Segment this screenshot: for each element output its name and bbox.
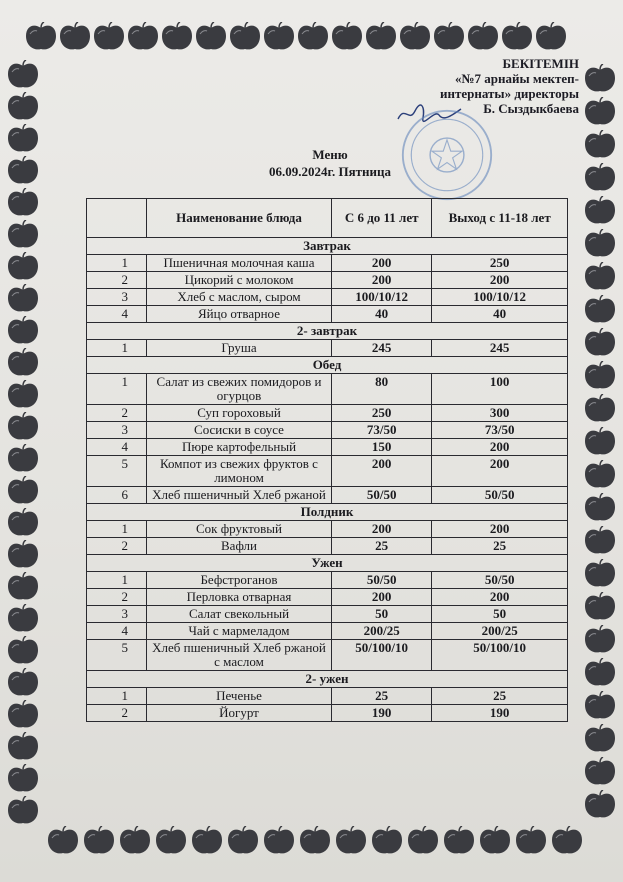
apple-icon [550, 826, 584, 856]
apple-icon [6, 668, 40, 698]
column-header-age-6-11: С 6 до 11 лет [332, 199, 432, 238]
dish-name: Хлеб с маслом, сыром [147, 289, 332, 306]
apple-icon [6, 60, 40, 90]
portion-11-18: 50/50 [432, 487, 568, 504]
menu-table [86, 198, 568, 722]
row-number: 3 [87, 289, 147, 306]
row-number: 5 [87, 456, 147, 487]
apple-icon [583, 163, 617, 193]
apple-icon [6, 92, 40, 122]
table-row [87, 456, 568, 487]
portion-11-18: 200 [432, 456, 568, 487]
apple-icon [583, 361, 617, 391]
portion-6-11: 100/10/12 [332, 289, 432, 306]
dish-name: Салат из свежих помидоров и огурцов [147, 374, 332, 405]
table-row [87, 589, 568, 606]
meal-section-title: Полдник [87, 504, 568, 521]
apple-icon [583, 394, 617, 424]
portion-6-11: 50/100/10 [332, 640, 432, 671]
apple-icon [6, 476, 40, 506]
apple-icon [583, 328, 617, 358]
row-number: 1 [87, 688, 147, 705]
apple-icon [6, 700, 40, 730]
row-number: 5 [87, 640, 147, 671]
apple-icon [6, 188, 40, 218]
apple-icon [92, 22, 126, 52]
apple-icon [583, 130, 617, 160]
apple-icon [583, 658, 617, 688]
table-row [87, 487, 568, 504]
approval-school: «№7 арнайы мектеп- [454, 71, 579, 86]
portion-6-11: 200 [332, 521, 432, 538]
apple-icon [6, 380, 40, 410]
apple-icon [583, 295, 617, 325]
apple-icon [24, 22, 58, 52]
row-number: 1 [87, 255, 147, 272]
apple-icon [370, 826, 404, 856]
dish-name: Салат свекольный [147, 606, 332, 623]
row-number: 1 [87, 340, 147, 357]
apple-icon [6, 316, 40, 346]
apple-icon [160, 22, 194, 52]
column-header-dish: Наименование блюда [147, 199, 332, 238]
apple-icon [6, 508, 40, 538]
portion-11-18: 300 [432, 405, 568, 422]
row-number: 1 [87, 572, 147, 589]
portion-11-18: 200 [432, 521, 568, 538]
apple-icon [6, 796, 40, 826]
table-row [87, 439, 568, 456]
apple-icon [6, 220, 40, 250]
dish-name: Пшеничная молочная каша [147, 255, 332, 272]
row-number: 2 [87, 272, 147, 289]
portion-11-18: 200 [432, 589, 568, 606]
menu-heading [230, 146, 430, 180]
portion-6-11: 25 [332, 538, 432, 555]
table-row [87, 572, 568, 589]
apple-icon [583, 625, 617, 655]
meal-section-row [87, 238, 568, 255]
portion-11-18: 25 [432, 538, 568, 555]
portion-11-18: 40 [432, 306, 568, 323]
table-row [87, 340, 568, 357]
portion-6-11: 200 [332, 456, 432, 487]
table-row [87, 705, 568, 722]
apple-icon [583, 427, 617, 457]
apple-icon [6, 764, 40, 794]
portion-11-18: 50/50 [432, 572, 568, 589]
portion-6-11: 200/25 [332, 623, 432, 640]
table-row [87, 306, 568, 323]
portion-6-11: 50/50 [332, 487, 432, 504]
apple-icon [6, 124, 40, 154]
apple-icon [583, 262, 617, 292]
table-row [87, 422, 568, 439]
apple-icon [583, 526, 617, 556]
apple-icon [6, 412, 40, 442]
apple-icon [190, 826, 224, 856]
dish-name: Хлеб пшеничный Хлеб ржаной с маслом [147, 640, 332, 671]
dish-name: Вафли [147, 538, 332, 555]
meal-section-title: Обед [87, 357, 568, 374]
apple-icon [364, 22, 398, 52]
dish-name: Бефстроганов [147, 572, 332, 589]
apple-icon [583, 592, 617, 622]
portion-11-18: 50/100/10 [432, 640, 568, 671]
apple-icon [583, 229, 617, 259]
apple-icon [6, 732, 40, 762]
apple-icon [58, 22, 92, 52]
table-row [87, 623, 568, 640]
apple-icon [6, 540, 40, 570]
apple-icon [296, 22, 330, 52]
apple-icon [466, 22, 500, 52]
row-number: 3 [87, 422, 147, 439]
apple-icon [118, 826, 152, 856]
table-row [87, 606, 568, 623]
apple-icon [226, 826, 260, 856]
dish-name: Яйцо отварное [147, 306, 332, 323]
portion-11-18: 73/50 [432, 422, 568, 439]
dish-name: Сок фруктовый [147, 521, 332, 538]
apple-icon [583, 691, 617, 721]
table-row [87, 374, 568, 405]
apple-icon [6, 156, 40, 186]
table-row [87, 521, 568, 538]
dish-name: Цикорий с молоком [147, 272, 332, 289]
apple-icon [398, 22, 432, 52]
portion-6-11: 200 [332, 255, 432, 272]
apple-icon [154, 826, 188, 856]
table-row [87, 640, 568, 671]
menu-date: 06.09.2024г. Пятница [269, 164, 391, 179]
row-number: 4 [87, 439, 147, 456]
apple-icon [46, 826, 80, 856]
apple-icon [6, 636, 40, 666]
apple-icon [228, 22, 262, 52]
apple-icon [500, 22, 534, 52]
row-number: 2 [87, 705, 147, 722]
apple-icon [583, 64, 617, 94]
portion-11-18: 50 [432, 606, 568, 623]
portion-6-11: 200 [332, 589, 432, 606]
portion-6-11: 73/50 [332, 422, 432, 439]
row-number: 4 [87, 623, 147, 640]
row-number: 1 [87, 374, 147, 405]
apple-icon [6, 572, 40, 602]
dish-name: Перловка отварная [147, 589, 332, 606]
apple-icon [583, 790, 617, 820]
portion-11-18: 25 [432, 688, 568, 705]
portion-6-11: 200 [332, 272, 432, 289]
apple-icon [442, 826, 476, 856]
meal-section-row [87, 504, 568, 521]
portion-6-11: 80 [332, 374, 432, 405]
portion-11-18: 190 [432, 705, 568, 722]
apple-icon [534, 22, 568, 52]
portion-11-18: 100 [432, 374, 568, 405]
apple-icon [583, 196, 617, 226]
apple-icon [330, 22, 364, 52]
dish-name: Пюре картофельный [147, 439, 332, 456]
portion-6-11: 50/50 [332, 572, 432, 589]
apple-icon [6, 604, 40, 634]
dish-name: Груша [147, 340, 332, 357]
meal-section-title: Ужен [87, 555, 568, 572]
apple-icon [6, 444, 40, 474]
portion-11-18: 200 [432, 439, 568, 456]
portion-6-11: 50 [332, 606, 432, 623]
dish-name: Печенье [147, 688, 332, 705]
row-number: 2 [87, 589, 147, 606]
portion-6-11: 150 [332, 439, 432, 456]
table-row [87, 289, 568, 306]
apple-icon [583, 97, 617, 127]
portion-11-18: 250 [432, 255, 568, 272]
portion-11-18: 200/25 [432, 623, 568, 640]
apple-icon [583, 559, 617, 589]
portion-11-18: 200 [432, 272, 568, 289]
apple-icon [298, 826, 332, 856]
apple-icon [334, 826, 368, 856]
table-row [87, 538, 568, 555]
apple-icon [432, 22, 466, 52]
apple-icon [126, 22, 160, 52]
dish-name: Сосиски в соусе [147, 422, 332, 439]
portion-6-11: 25 [332, 688, 432, 705]
dish-name: Йогурт [147, 705, 332, 722]
meal-section-row [87, 357, 568, 374]
approval-director: Б. Сыздыкбаева [483, 101, 579, 116]
row-number: 1 [87, 521, 147, 538]
row-number: 4 [87, 306, 147, 323]
apple-icon [406, 826, 440, 856]
row-number: 3 [87, 606, 147, 623]
approval-position: интернаты» директоры [440, 86, 579, 101]
column-header-age-11-18: Выход с 11-18 лет [432, 199, 568, 238]
dish-name: Компот из свежих фруктов с лимоном [147, 456, 332, 487]
apple-icon [262, 826, 296, 856]
row-number: 2 [87, 538, 147, 555]
table-row [87, 255, 568, 272]
apple-icon [583, 460, 617, 490]
approval-title: БЕКІТЕМІН [502, 56, 579, 71]
portion-11-18: 100/10/12 [432, 289, 568, 306]
apple-icon [478, 826, 512, 856]
apple-icon [583, 757, 617, 787]
dish-name: Суп гороховый [147, 405, 332, 422]
apple-icon [262, 22, 296, 52]
meal-section-row [87, 555, 568, 572]
apple-icon [6, 252, 40, 282]
apple-icon [6, 284, 40, 314]
portion-6-11: 40 [332, 306, 432, 323]
portion-11-18: 245 [432, 340, 568, 357]
dish-name: Хлеб пшеничный Хлеб ржаной [147, 487, 332, 504]
table-row [87, 405, 568, 422]
apple-icon [514, 826, 548, 856]
apple-icon [82, 826, 116, 856]
apple-icon [583, 724, 617, 754]
table-row [87, 272, 568, 289]
meal-section-title: 2- ужен [87, 671, 568, 688]
menu-title: Меню [312, 147, 348, 162]
apple-icon [194, 22, 228, 52]
portion-6-11: 250 [332, 405, 432, 422]
meal-section-row [87, 323, 568, 340]
apple-icon [6, 348, 40, 378]
portion-6-11: 245 [332, 340, 432, 357]
dish-name: Чай с мармеладом [147, 623, 332, 640]
meal-section-title: 2- завтрак [87, 323, 568, 340]
column-header-number [87, 199, 147, 238]
table-row [87, 688, 568, 705]
meal-section-row [87, 671, 568, 688]
table-header-row [87, 199, 568, 238]
row-number: 6 [87, 487, 147, 504]
row-number: 2 [87, 405, 147, 422]
meal-section-title: Завтрак [87, 238, 568, 255]
apple-icon [583, 493, 617, 523]
portion-6-11: 190 [332, 705, 432, 722]
